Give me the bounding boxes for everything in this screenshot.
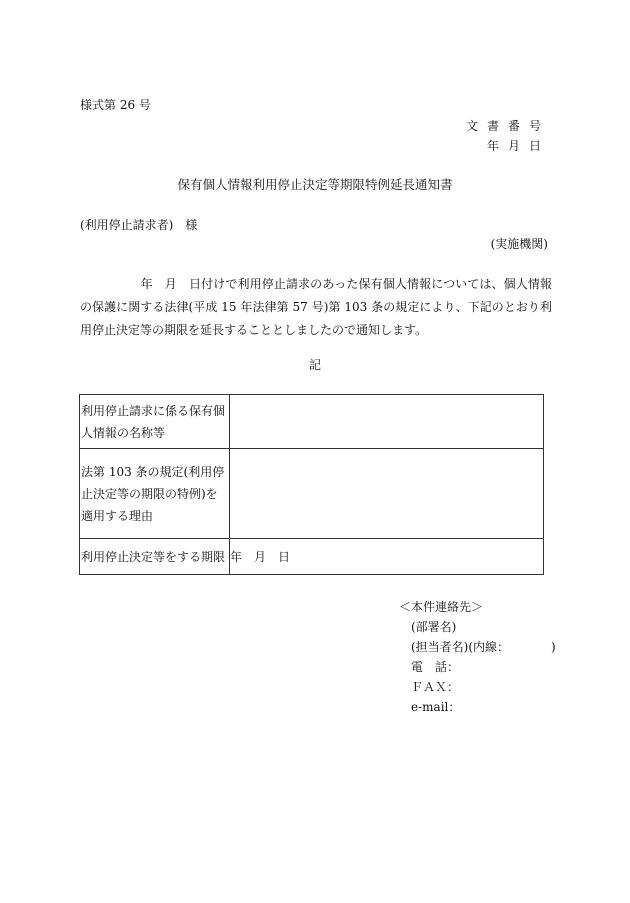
table-label: 利用停止決定等をする期限 xyxy=(80,539,230,575)
contact-person: (担当者名)(内線： ) xyxy=(411,640,556,654)
contact-department: (部署名) xyxy=(411,620,457,634)
table-value xyxy=(230,395,544,449)
table-value: 年 月 日 xyxy=(230,539,544,575)
table-label: 利用停止請求に係る保有個人情報の名称等 xyxy=(80,395,230,449)
info-table xyxy=(79,394,544,575)
issuing-agency: (実施機関) xyxy=(490,237,548,251)
contact-heading: ＜本件連絡先＞ xyxy=(399,600,484,614)
contact-fax: ＦＡＸ： xyxy=(411,680,460,694)
table-label: 法第 103 条の規定(利用停止決定等の期限の特例)を適用する理由 xyxy=(80,449,230,539)
ki-heading: 記 xyxy=(308,358,321,372)
contact-block xyxy=(399,597,556,717)
table-row xyxy=(80,539,544,575)
document-number: 文書番号 xyxy=(465,119,550,133)
contact-phone: 電 話： xyxy=(411,660,460,674)
table-row xyxy=(80,395,544,449)
form-number: 様式第 26 号 xyxy=(80,98,151,112)
table-value xyxy=(230,449,544,539)
table-row xyxy=(80,449,544,539)
document-title: 保有個人情報利用停止決定等期限特例延長通知書 xyxy=(177,177,453,192)
addressee: (利用停止請求者) 様 xyxy=(80,218,198,232)
notice-body: 年 月 日付けで利用停止請求のあった保有個人情報については、個人情報の保護に関する法律(平成 15 年法律第 57 号)第 103 条の規定により、下記のとおり利用停止決定等の期限を延長することとしましたので通知します。 xyxy=(80,277,552,337)
document-date: 年月日 xyxy=(486,139,550,153)
contact-email: e-mail： xyxy=(411,700,461,714)
